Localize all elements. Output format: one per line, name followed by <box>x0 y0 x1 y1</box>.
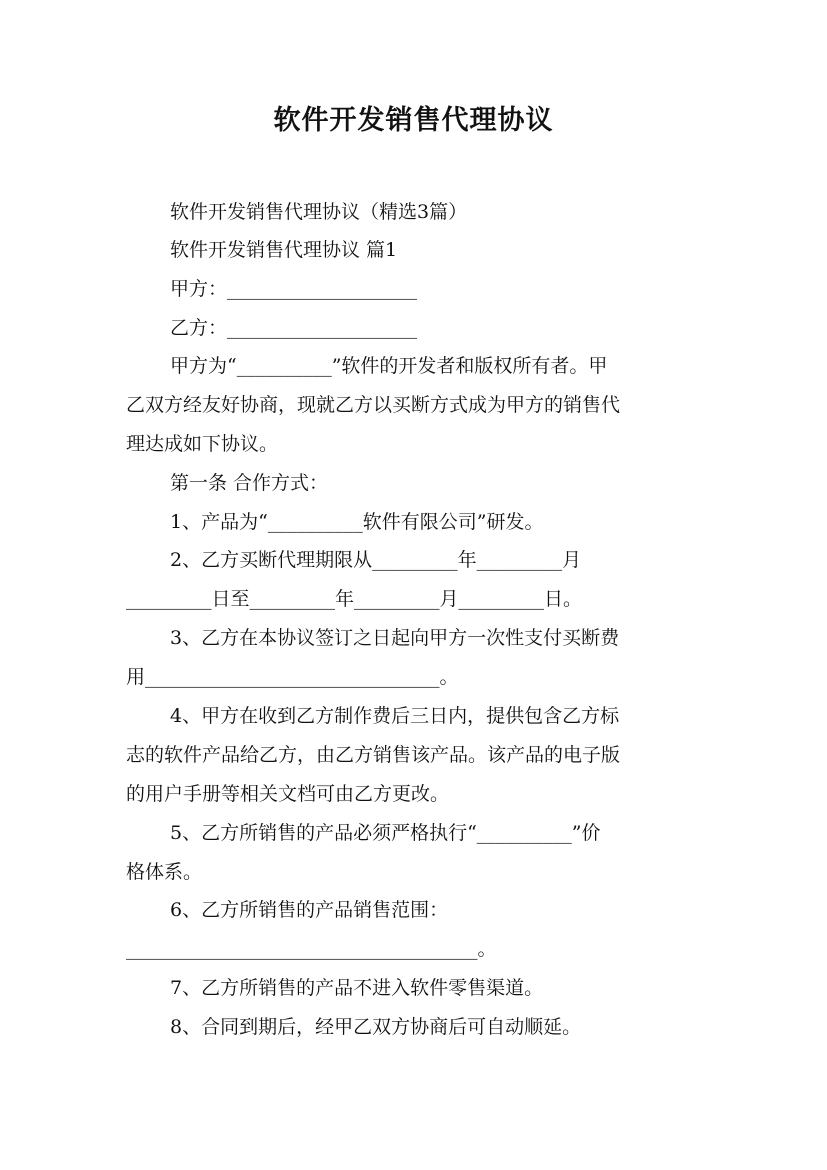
clause-6-line-1: 6、乙方所销售的产品销售范围： <box>170 899 449 921</box>
paragraph-line: 理达成如下协议。 <box>126 433 279 455</box>
clause-7: 7、乙方所销售的产品不进入软件零售渠道。 <box>170 977 544 999</box>
clause-1: 1、产品为“__________软件有限公司”研发。 <box>170 511 544 533</box>
paragraph-line: 乙双方经友好协商，现就乙方以买断方式成为甲方的销售代 <box>126 394 621 416</box>
document-title: 软件开发销售代理协议 <box>273 105 554 136</box>
section-heading: 软件开发销售代理协议 篇1 <box>170 239 398 261</box>
article-heading: 第一条 合作方式： <box>170 472 329 494</box>
party-b-line: 乙方：____________________ <box>170 317 418 339</box>
party-a-line: 甲方：____________________ <box>170 278 418 300</box>
clause-8: 8、合同到期后，经甲乙双方协商后可自动顺延。 <box>170 1016 582 1038</box>
clause-2-line-2: _________日至_________年_________月_________日。 <box>126 588 583 610</box>
clause-5-line-2: 格体系。 <box>126 861 203 883</box>
clause-4-line-3: 的用户手册等相关文档可由乙方更改。 <box>126 783 450 805</box>
clause-3-line-2: 用_______________________________。 <box>126 666 459 688</box>
clause-6-line-2: _____________________________________。 <box>126 938 497 960</box>
clause-3-line-1: 3、乙方在本协议签订之日起向甲方一次性支付买断费 <box>170 627 620 649</box>
subtitle-line: 软件开发销售代理协议（精选3篇） <box>170 201 468 223</box>
clause-4-line-1: 4、甲方在收到乙方制作费后三日内，提供包含乙方标 <box>170 705 620 727</box>
clause-5-line-1: 5、乙方所销售的产品必须严格执行“__________”价 <box>170 822 601 844</box>
paragraph-line: 甲方为“__________”软件的开发者和版权所有者。甲 <box>170 355 608 377</box>
clause-2-line-1: 2、乙方买断代理期限从_________年_________月 <box>170 549 582 571</box>
clause-4-line-2: 志的软件产品给乙方，由乙方销售该产品。该产品的电子版 <box>126 744 621 766</box>
